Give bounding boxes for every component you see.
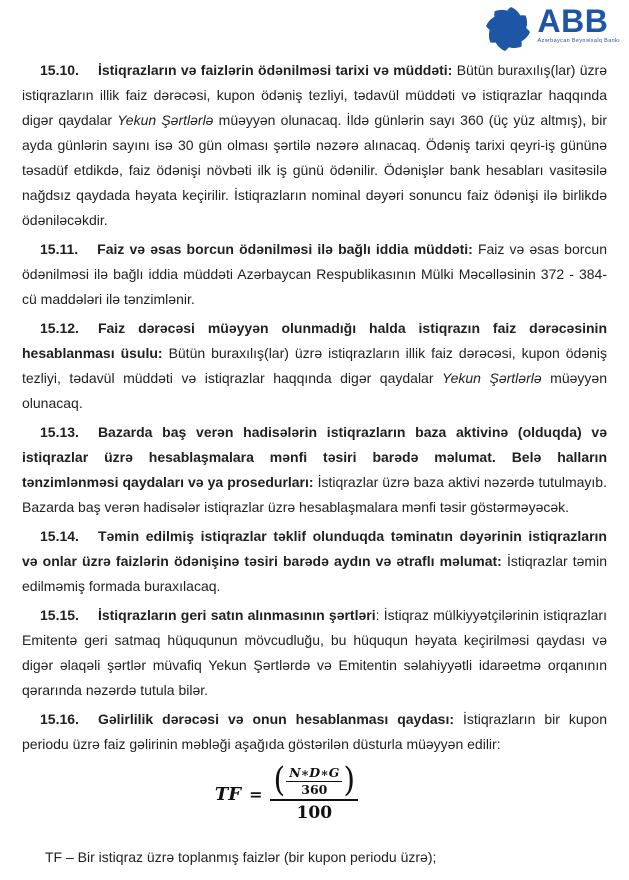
- formula-inner-fraction: [286, 766, 342, 797]
- text-run: Faiz və əsas borcun ödənilməsi ilə bağlı iddia müddəti:: [97, 241, 478, 257]
- formula-outer-denominator: 100: [296, 803, 333, 823]
- formula-inner-denominator: 360: [301, 782, 328, 797]
- formula-lhs: TF: [214, 783, 242, 805]
- text-run: Faiz və əsas borcun ödənilməsi ilə bağlı iddia müddəti Azərbaycan Respublikasının Mülki Məcəlləsinin 372 - 384-cü maddələri ilə tənzimlənir.: [22, 241, 607, 307]
- text-run: İstiqrazlar üzrə baza aktivi nəzərdə tutulmayıb. Bazarda baş verən hadisələr istiqrazlar üzrə hesablaşmalara mənfi təsir göstərməyəcək.: [22, 474, 607, 515]
- formula-close-paren: ): [343, 761, 356, 801]
- section-text: [22, 62, 607, 228]
- text-run: Yekun Şərtlərlə: [442, 370, 542, 386]
- text-run: İstiqrazlar təmin edilməmiş formada buraxılacaq.: [22, 553, 607, 594]
- section-number: 15.16.: [40, 711, 79, 727]
- text-run: Bazarda baş verən hadisələrin istiqrazların baza aktivinə (olduqda) və istiqrazlar üzrə hesablaşmalara mənfi təsiri barədə məlumat. Belə halların tənzimlənməsi qaydaları və ya prosedurları:: [22, 424, 607, 490]
- text-run: : İstiqraz mülkiyyətçilərinin istiqrazları Emitentə geri satmaq hüququnun mövcudluğu, bu hüququn həyata keçirilməsi qaydası və digər əlaqəli şərtlər müvafiq Yekun Şərtlərdə və Emitentin səlahiyyətli idarəetmə orqanının qərarında nəzərdə tutula bilər.: [22, 607, 607, 698]
- section-text: [22, 607, 607, 698]
- section-text: [22, 320, 607, 411]
- text-run: müəyyən olunacaq. İldə günlərin sayı 360 (üç yüz altmış), bir ayda günlərin sayını isə 30 gün olması şərtilə nəzərə alınacaq. Ödəniş tarixi qeyri-iş gününə təsadüf etdikdə, faiz ödənişi növbəti ilk iş günü ödənilir. Ödənişlər bank hesabları vasitəsilə nağdsız qaydada həyata keçirilir. İstiqrazların nominal dəyəri sonuncu faiz ödənişi ilə birlikdə ödəniləcəkdir.: [22, 112, 607, 228]
- paragraph-15-12: [22, 316, 607, 416]
- section-text: [22, 711, 607, 752]
- section-number: 15.12.: [40, 320, 79, 336]
- paragraph-15-15: [22, 603, 607, 703]
- section-text: [22, 424, 607, 515]
- logo-wordmark: ABB: [537, 3, 609, 39]
- text-run: Təmin edilmiş istiqrazlar təklif olunduqda təminatın dəyərinin istiqrazların və onlar üzrə faizlərin ödənişinə təsiri barədə aydın və ətraflı məlumat:: [22, 528, 607, 569]
- coupon-interest-formula: [0, 761, 579, 823]
- text-run: Faiz dərəcəsi müəyyən olunmadığı halda istiqrazın faiz dərəcəsinin hesablanması üsulu:: [22, 320, 607, 361]
- paragraph-15-10: [22, 58, 607, 233]
- paragraph-15-14: [22, 524, 607, 599]
- text-run: Bütün buraxılış(lar) üzrə istiqrazların illik faiz dərəcəsi, kupon ödəniş tezliyi, tədavül müddəti və istiqrazlar haqqında digər qaydalar: [22, 345, 608, 386]
- paragraph-15-16: [22, 707, 607, 757]
- section-text: [22, 528, 607, 594]
- text-run: İstiqrazların geri satın alınmasının şərtləri: [97, 607, 376, 623]
- formula-inner-numerator: N∗D∗G: [286, 766, 342, 782]
- text-run: Yekun Şərtlərlə: [117, 112, 214, 128]
- document-body: [22, 58, 607, 870]
- logo-text-block: [537, 4, 620, 44]
- text-run: müəyyən olunacaq.: [22, 370, 607, 411]
- abb-logo: [483, 4, 620, 54]
- abb-pinwheel-icon: [483, 4, 533, 54]
- paragraph-15-13: [22, 420, 607, 520]
- section-number: 15.10.: [40, 62, 79, 78]
- text-run: İstiqrazların bir kupon periodu üzrə faiz gəlirinin məbləği aşağıda göstərilən düsturla müəyyən edilir:: [22, 711, 607, 752]
- text-run: Gəlirlilik dərəcəsi və onun hesablanması qaydası:: [97, 711, 463, 727]
- formula-legend-tf: TF – Bir istiqraz üzrə toplanmış faizlər (bir kupon periodu üzrə);: [45, 849, 437, 865]
- section-number: 15.13.: [40, 424, 79, 440]
- section-number: 15.15.: [40, 607, 79, 623]
- formula-outer-fraction: [270, 761, 358, 823]
- formula-open-paren: (: [273, 761, 286, 801]
- section-number: 15.11.: [40, 241, 79, 257]
- formula-outer-numerator: [270, 761, 358, 801]
- paragraph-15-11: [22, 237, 607, 312]
- text-run: İstiqrazların və faizlərin ödənilməsi tarixi və müddəti:: [97, 62, 457, 78]
- section-number: 15.14.: [40, 528, 79, 544]
- section-text: [22, 241, 607, 307]
- logo-tagline: Azərbaycan Beynəlxalq Bankı: [537, 38, 620, 44]
- text-run: Bütün buraxılış(lar) üzrə istiqrazların illik faiz dərəcəsi, kupon ödəniş tezliyi, tədavül müddəti və istiqrazlar haqqında digər qaydalar: [22, 62, 607, 128]
- formula-equals-sign: =: [249, 784, 263, 804]
